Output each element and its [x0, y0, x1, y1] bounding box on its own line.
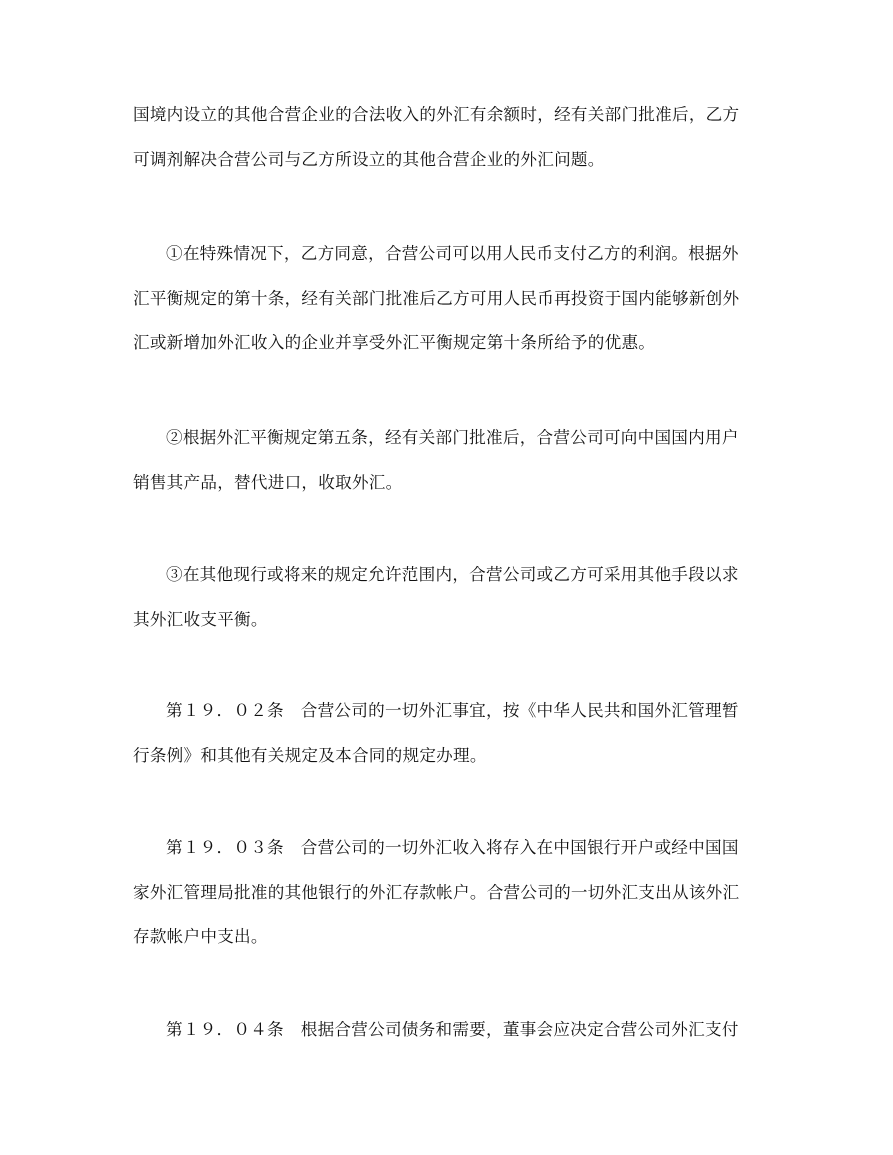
- paragraph-item-3-other-means: [133, 553, 773, 642]
- text-line: 汇平衡规定的第十条，经有关部门批准后乙方可用人民币再投资于国内能够新创外: [133, 288, 740, 308]
- text-line: 销售其产品，替代进口，收取外汇。: [133, 472, 403, 492]
- text-line: 家外汇管理局批准的其他银行的外汇存款帐户。合营公司的一切外汇支出从该外汇: [133, 882, 740, 902]
- text-line: 行条例》和其他有关规定及本合同的规定办理。: [133, 745, 487, 765]
- text-line: 汇或新增加外汇收入的企业并享受外汇平衡规定第十条所给予的优惠。: [133, 333, 656, 352]
- text-line: 可调剂解决合营公司与乙方所设立的其他合营企业的外汇问题。: [133, 149, 605, 169]
- text-line: ②根据外汇平衡规定第五条，经有关部门批准后，合营公司可向中国国内用户: [166, 428, 739, 447]
- paragraph-article-19-03: [133, 826, 773, 960]
- paragraph-item-1-rmb-profit: [133, 232, 773, 366]
- paragraph-article-19-04: [133, 1008, 773, 1053]
- paragraph-foreign-exchange-surplus: [133, 93, 773, 182]
- text-line: 其外汇收支平衡。: [133, 609, 268, 629]
- text-line: 第１９．０２条 合营公司的一切外汇事宜，按《中华人民共和国外汇管理暂: [166, 701, 739, 720]
- text-line: 第１９．０３条 合营公司的一切外汇收入将存入在中国银行开户或经中国国: [166, 838, 739, 857]
- text-line: ③在其他现行或将来的规定允许范围内，合营公司或乙方可采用其他手段以求: [166, 565, 739, 584]
- paragraph-article-19-02: [133, 689, 773, 778]
- paragraph-item-2-domestic-sales: [133, 416, 773, 505]
- text-line: 第１９．０４条 根据合营公司债务和需要，董事会应决定合营公司外汇支付: [166, 1020, 739, 1039]
- text-line: 存款帐户中支出。: [133, 927, 268, 946]
- text-line: ①在特殊情况下，乙方同意，合营公司可以用人民币支付乙方的利润。根据外: [166, 244, 739, 263]
- text-line: 国境内设立的其他合营企业的合法收入的外汇有余额时，经有关部门批准后，乙方: [133, 105, 740, 124]
